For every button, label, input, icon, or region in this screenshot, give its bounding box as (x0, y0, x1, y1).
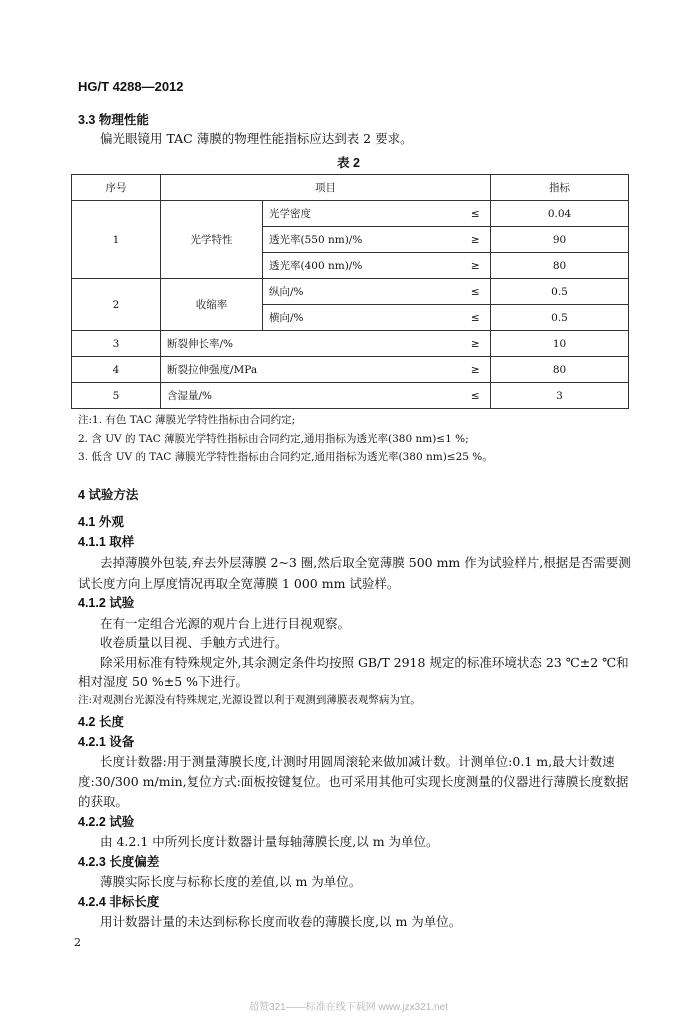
row-item: 横向/% (263, 305, 461, 331)
table-caption: 表 2 (337, 156, 360, 170)
row-symbol: ≤ (461, 305, 491, 331)
table-note-2: 2. 含 UV 的 TAC 薄膜光学特性指标由合同约定,通用指标为透光率(380 nm)≤1 %; (78, 433, 469, 445)
table-row (72, 279, 629, 305)
paragraph: 的获取。 (78, 794, 129, 809)
row-item: 透光率(400 nm)/% (263, 253, 461, 279)
paragraph: 用计数器计量的未达到标称长度而收卷的薄膜长度,以 m 为单位。 (100, 914, 462, 929)
paragraph: 试长度方向上厚度情况再取全宽薄膜 1 000 mm 试验样。 (78, 576, 400, 591)
physical-properties-table (71, 174, 629, 409)
row-no: 4 (72, 357, 161, 383)
section-note: 注:对观测台光源没有特殊规定,光源设置以利于观测到薄膜表观弊病为宜。 (78, 694, 421, 706)
section-4-2-1-title: 4.2.1 设备 (78, 735, 135, 749)
paragraph: 长度计数器:用于测量薄膜长度,计测时用圆周滚轮来做加减计数。计测单位:0.1 m,最大计数速 (100, 754, 615, 769)
row-symbol: ≥ (461, 331, 491, 357)
section-4-2-4-title: 4.2.4 非标长度 (78, 895, 160, 909)
row-symbol: ≤ (461, 279, 491, 305)
table-note-3: 3. 低含 UV 的 TAC 薄膜光学特性指标由合同约定,通用指标为透光率(380 nm)≤25 %。 (78, 451, 493, 463)
row-symbol: ≤ (461, 201, 491, 227)
row-item: 纵向/% (263, 279, 461, 305)
table-header-row (72, 175, 629, 201)
section-3-3-intro: 偏光眼镜用 TAC 薄膜的物理性能指标应达到表 2 要求。 (100, 131, 413, 146)
document-code: HG/T 4288—2012 (78, 79, 184, 94)
row-symbol: ≤ (461, 383, 491, 409)
section-3-3-title: 3.3 物理性能 (78, 113, 149, 127)
row-symbol: ≥ (461, 253, 491, 279)
section-4-title: 4 试验方法 (78, 488, 139, 502)
row-value: 90 (491, 227, 629, 253)
paragraph: 由 4.2.1 中所列长度计数器计量每轴薄膜长度,以 m 为单位。 (100, 834, 439, 849)
row-value: 0.5 (491, 305, 629, 331)
row-item: 断裂伸长率/% (161, 331, 461, 357)
section-4-1-title: 4.1 外观 (78, 515, 124, 529)
table-row (72, 383, 629, 409)
paragraph: 收卷质量以目视、手触方式进行。 (100, 635, 288, 650)
row-value: 80 (491, 253, 629, 279)
section-4-2-3-title: 4.2.3 长度偏差 (78, 855, 160, 869)
footer-watermark: 超赞321——标准在线下载网 www.jzx321.net (249, 1002, 448, 1013)
header-item: 项目 (161, 175, 491, 201)
section-4-2-2-title: 4.2.2 试验 (78, 815, 135, 829)
paragraph: 薄膜实际长度与标称长度的差值,以 m 为单位。 (100, 874, 362, 889)
row-value: 80 (491, 357, 629, 383)
table-row (72, 331, 629, 357)
row-value: 3 (491, 383, 629, 409)
row-no: 2 (72, 279, 161, 331)
paragraph: 相对湿度 50 %±5 %下进行。 (78, 674, 249, 689)
section-4-1-2-title: 4.1.2 试验 (78, 596, 135, 610)
section-4-2-title: 4.2 长度 (78, 715, 124, 729)
paragraph: 除采用标准有特殊规定外,其余测定条件均按照 GB/T 2918 规定的标准环境状态 23 ℃±2 ℃和 (100, 655, 629, 670)
row-no: 5 (72, 383, 161, 409)
row-item: 透光率(550 nm)/% (263, 227, 461, 253)
row-value: 0.5 (491, 279, 629, 305)
table-row (72, 201, 629, 227)
row-group: 收缩率 (161, 279, 263, 331)
table-row (72, 357, 629, 383)
paragraph: 度:30/300 m/min,复位方式:面板按键复位。也可采用其他可实现长度测量的仪器进行薄膜长度数据 (78, 774, 629, 789)
header-no: 序号 (72, 175, 161, 201)
paragraph: 去掉薄膜外包装,弃去外层薄膜 2~3 圈,然后取全宽薄膜 500 mm 作为试验样片,根据是否需要测 (100, 555, 631, 570)
row-item: 含湿量/% (161, 383, 461, 409)
row-value: 10 (491, 331, 629, 357)
row-no: 3 (72, 331, 161, 357)
row-symbol: ≥ (461, 357, 491, 383)
row-value: 0.04 (491, 201, 629, 227)
row-item: 断裂拉伸强度/MPa (161, 357, 461, 383)
table-note-1: 注:1. 有色 TAC 薄膜光学特性指标由合同约定; (78, 414, 296, 426)
row-item: 光学密度 (263, 201, 461, 227)
section-4-1-1-title: 4.1.1 取样 (78, 535, 135, 549)
page-number: 2 (74, 936, 81, 949)
row-group: 光学特性 (161, 201, 263, 279)
header-value: 指标 (491, 175, 629, 201)
paragraph: 在有一定组合光源的观片台上进行目视观察。 (100, 616, 351, 631)
row-symbol: ≥ (461, 227, 491, 253)
row-no: 1 (72, 201, 161, 279)
